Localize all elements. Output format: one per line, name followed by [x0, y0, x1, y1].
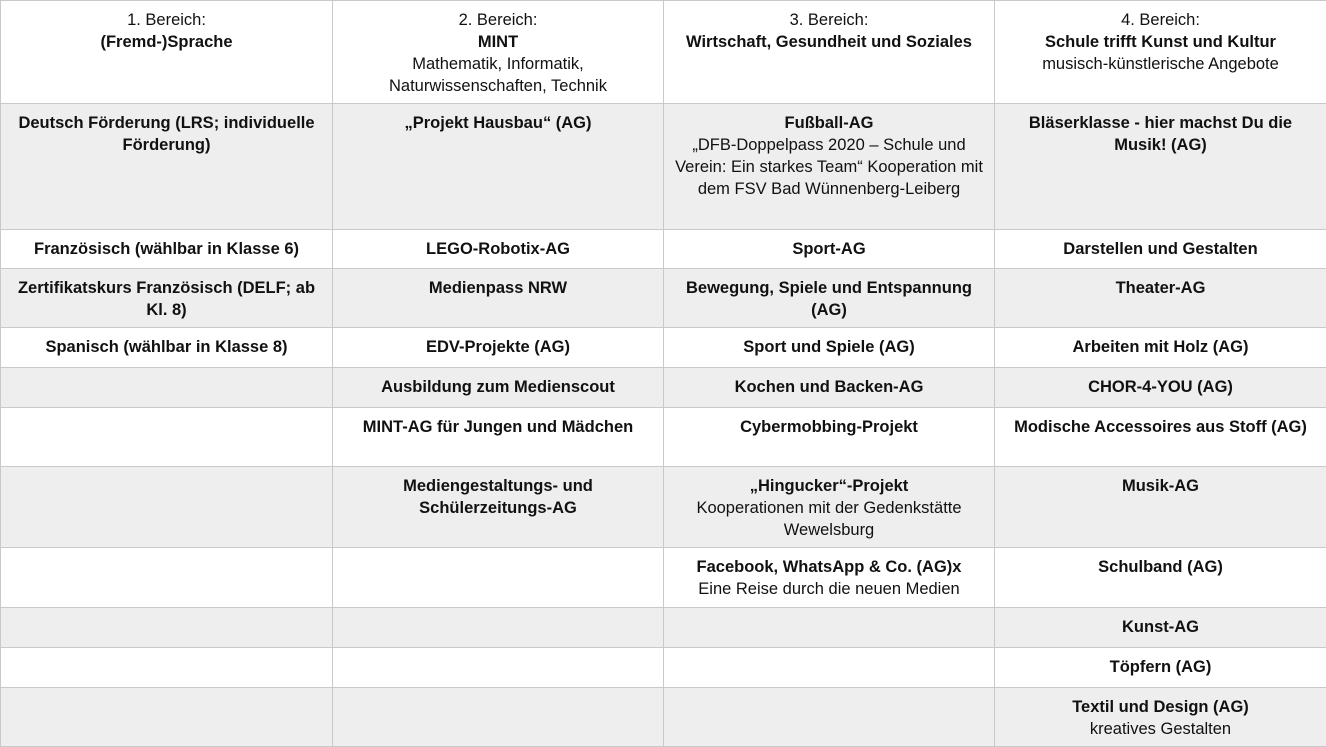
table-cell — [333, 368, 664, 408]
offer-title: Theater-AG — [1001, 277, 1320, 299]
offer-description: „DFB-Doppelpass 2020 – Schule und Verein: Ein starkes Team“ Kooperation mit dem FSV Bad Wünnenberg-Leiberg — [670, 134, 988, 200]
table-cell — [995, 269, 1326, 328]
header-row — [1, 1, 1326, 104]
table-cell — [664, 230, 995, 269]
table-cell — [664, 608, 995, 648]
table-cell — [1, 548, 333, 608]
table-cell — [1, 269, 333, 328]
offer-title: Textil und Design (AG) — [1001, 696, 1320, 718]
offer-title: Facebook, WhatsApp & Co. (AG)x — [670, 556, 988, 578]
table-cell — [664, 688, 995, 747]
table-row — [1, 269, 1326, 328]
offer-title: Medienpass NRW — [339, 277, 657, 299]
table-row — [1, 548, 1326, 608]
offer-title: „Hingucker“-Projekt — [670, 475, 988, 497]
header-area-number: 2. Bereich: — [339, 9, 657, 31]
table-cell — [1, 648, 333, 688]
offer-title: LEGO-Robotix-AG — [339, 238, 657, 260]
table-cell — [995, 548, 1326, 608]
header-cell-2 — [333, 1, 664, 104]
header-area-number: 3. Bereich: — [670, 9, 988, 31]
header-area-title: (Fremd-)Sprache — [7, 31, 326, 53]
offer-description: Eine Reise durch die neuen Medien — [670, 578, 988, 600]
table-cell — [333, 269, 664, 328]
table-cell — [995, 688, 1326, 747]
offer-title: Cybermobbing-Projekt — [670, 416, 988, 438]
offer-description: kreatives Gestalten — [1001, 718, 1320, 740]
offer-title: EDV-Projekte (AG) — [339, 336, 657, 358]
offer-title: Sport-AG — [670, 238, 988, 260]
table-cell — [664, 648, 995, 688]
table-cell — [1, 688, 333, 747]
table-cell — [664, 328, 995, 368]
table-row — [1, 688, 1326, 747]
offer-title: Deutsch Förderung (LRS; individuelle Förderung) — [7, 112, 326, 156]
table-cell — [1, 467, 333, 548]
header-cell-1 — [1, 1, 333, 104]
table-row — [1, 467, 1326, 548]
offer-description: Kooperationen mit der Gedenkstätte Wewelsburg — [670, 497, 988, 541]
table-cell — [333, 328, 664, 368]
offer-title: Mediengestaltungs- und Schülerzeitungs-AG — [339, 475, 657, 519]
offer-title: Fußball-AG — [670, 112, 988, 134]
header-area-number: 4. Bereich: — [1001, 9, 1320, 31]
offer-title: Kochen und Backen-AG — [670, 376, 988, 398]
offer-title: Musik-AG — [1001, 475, 1320, 497]
table-cell — [1, 230, 333, 269]
table-cell — [995, 230, 1326, 269]
offer-title: Töpfern (AG) — [1001, 656, 1320, 678]
offer-title: Bläserklasse - hier machst Du die Musik! (AG) — [1001, 112, 1320, 156]
table-cell — [333, 608, 664, 648]
table-cell — [333, 104, 664, 230]
table-row — [1, 230, 1326, 269]
table-cell — [664, 269, 995, 328]
table-cell — [333, 408, 664, 467]
table-row — [1, 408, 1326, 467]
offer-title: Ausbildung zum Medienscout — [339, 376, 657, 398]
table-cell — [1, 368, 333, 408]
table-cell — [664, 408, 995, 467]
table-cell — [333, 648, 664, 688]
header-cell-3 — [664, 1, 995, 104]
offer-title: CHOR-4-YOU (AG) — [1001, 376, 1320, 398]
table-cell — [664, 368, 995, 408]
offer-title: MINT-AG für Jungen und Mädchen — [339, 416, 657, 438]
offer-title: Modische Accessoires aus Stoff (AG) — [1001, 416, 1320, 438]
table-cell — [995, 467, 1326, 548]
header-area-title: Wirtschaft, Gesundheit und Soziales — [670, 31, 988, 53]
offer-title: Französisch (wählbar in Klasse 6) — [7, 238, 326, 260]
header-area-subtitle: musisch-künstlerische Angebote — [1001, 53, 1320, 75]
offer-title: Kunst-AG — [1001, 616, 1320, 638]
table-cell — [1, 408, 333, 467]
table-row — [1, 328, 1326, 368]
table-cell — [664, 548, 995, 608]
table-row — [1, 648, 1326, 688]
offer-title: Zertifikatskurs Französisch (DELF; ab Kl. 8) — [7, 277, 326, 321]
table-cell — [333, 548, 664, 608]
table-cell — [995, 608, 1326, 648]
table-cell — [333, 688, 664, 747]
table-cell — [995, 648, 1326, 688]
offer-title: Schulband (AG) — [1001, 556, 1320, 578]
offer-title: Darstellen und Gestalten — [1001, 238, 1320, 260]
table-cell — [995, 104, 1326, 230]
offer-title: Sport und Spiele (AG) — [670, 336, 988, 358]
table-row — [1, 368, 1326, 408]
header-area-number: 1. Bereich: — [7, 9, 326, 31]
table-cell — [333, 230, 664, 269]
offer-title: Bewegung, Spiele und Entspannung (AG) — [670, 277, 988, 321]
table-cell — [1, 104, 333, 230]
table-cell — [333, 467, 664, 548]
header-area-title: Schule trifft Kunst und Kultur — [1001, 31, 1320, 53]
header-area-title: MINT — [339, 31, 657, 53]
table-cell — [1, 608, 333, 648]
offer-title: „Projekt Hausbau“ (AG) — [339, 112, 657, 134]
table-row — [1, 104, 1326, 230]
table-row — [1, 608, 1326, 648]
table-cell — [664, 104, 995, 230]
table-cell — [664, 467, 995, 548]
table-cell — [995, 368, 1326, 408]
table-cell — [995, 408, 1326, 467]
header-area-subtitle: Mathematik, Informatik, Naturwissenschaften, Technik — [339, 53, 657, 97]
header-cell-4 — [995, 1, 1326, 104]
table-cell — [995, 328, 1326, 368]
offer-title: Arbeiten mit Holz (AG) — [1001, 336, 1320, 358]
offer-title: Spanisch (wählbar in Klasse 8) — [7, 336, 326, 358]
table-cell — [1, 328, 333, 368]
